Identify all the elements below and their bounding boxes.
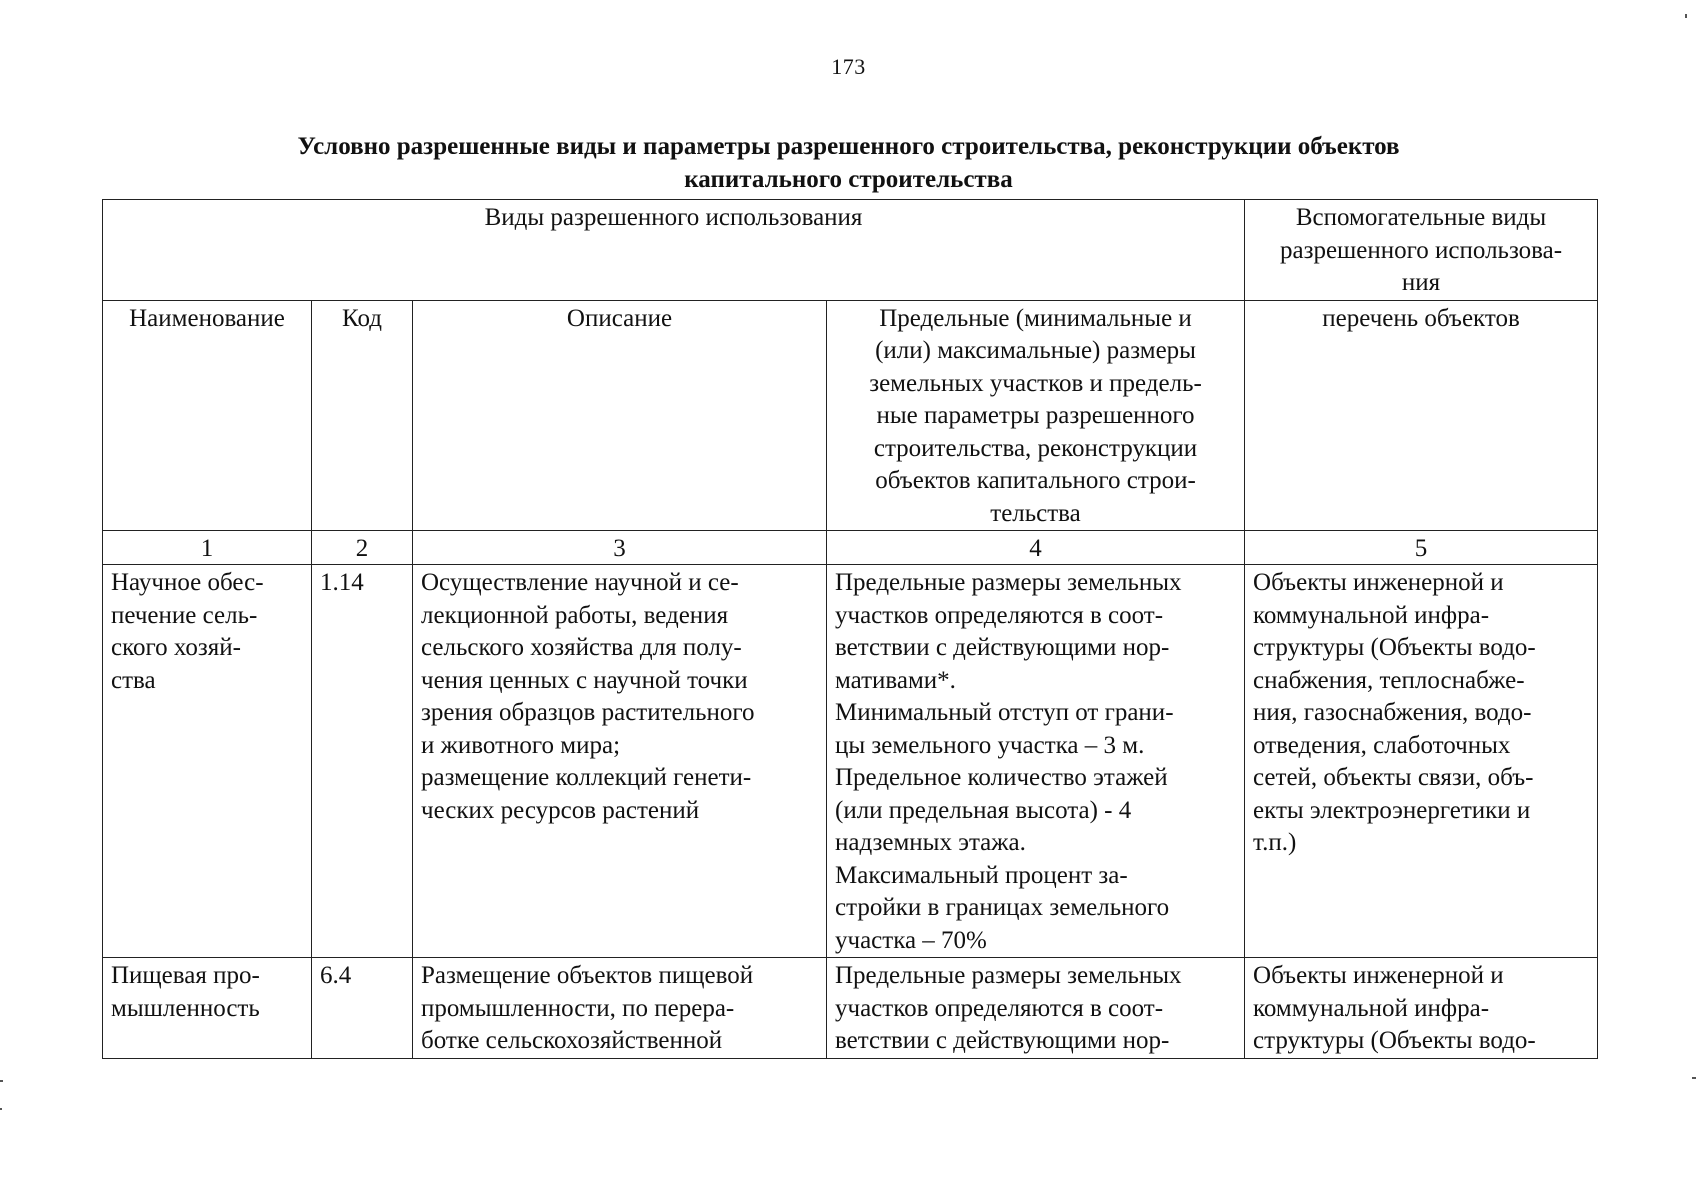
column-number: 2 bbox=[312, 531, 413, 565]
column-number: 5 bbox=[1245, 531, 1598, 565]
header-name: Наименование bbox=[103, 300, 312, 531]
header-limits: Предельные (минимальные и (или) максимальные) размеры земельных участков и предель- ные параметры разрешенного строительства, реконструкции объектов капитального строи- тельства bbox=[827, 300, 1245, 531]
row-limits: Предельные размеры земельных участков определяются в соот- ветствии с действующими нор- bbox=[827, 958, 1245, 1059]
header-permitted-use-types: Виды разрешенного использования bbox=[103, 200, 1245, 301]
scan-margin-mark bbox=[0, 1080, 3, 1082]
header-code: Код bbox=[312, 300, 413, 531]
document-title bbox=[0, 130, 1697, 196]
row-description: Размещение объектов пищевой промышленности, по перера- ботке сельскохозяйственной bbox=[413, 958, 827, 1059]
table-row bbox=[103, 958, 1598, 1059]
row-limits: Предельные размеры земельных участков определяются в соот- ветствии с действующими нор- мативами*. Минимальный отступ от грани- цы земельного участка – 3 м. Предельное количество этажей (или предельная высота) - 4 надземных этажа. Максимальный процент за- стройки в границах земельного участка – 70% bbox=[827, 565, 1245, 958]
header-objects-list: перечень объектов bbox=[1245, 300, 1598, 531]
row-description: Осуществление научной и се- лекционной работы, ведения сельского хозяйства для полу- чения ценных с научной точки зрения образцов растительного и животного мира; размещение коллекций генети- ческих ресурсов растений bbox=[413, 565, 827, 958]
column-number: 4 bbox=[827, 531, 1245, 565]
row-name: Пищевая про- мышленность bbox=[103, 958, 312, 1059]
row-objects: Объекты инженерной и коммунальной инфра- структуры (Объекты водо- bbox=[1245, 958, 1598, 1059]
column-number: 1 bbox=[103, 531, 312, 565]
scan-margin-mark bbox=[0, 1108, 2, 1110]
scan-margin-mark bbox=[1685, 14, 1687, 18]
document-title-line-2: капитального строительства bbox=[684, 166, 1013, 193]
group-header-row bbox=[103, 200, 1598, 301]
row-code: 6.4 bbox=[312, 958, 413, 1059]
column-number-row bbox=[103, 531, 1598, 565]
row-code: 1.14 bbox=[312, 565, 413, 958]
header-description: Описание bbox=[413, 300, 827, 531]
document-title-line-1: Условно разрешенные виды и параметры разрешенного строительства, реконструкции объектов bbox=[297, 133, 1400, 160]
row-objects: Объекты инженерной и коммунальной инфра- структуры (Объекты водо- снабжения, теплоснабже- ния, газоснабжения, водо- отведения, слаботочных сетей, объекты связи, объ- екты электроэнергетики и т.п.) bbox=[1245, 565, 1598, 958]
row-name: Научное обес- печение сель- ского хозяй- ства bbox=[103, 565, 312, 958]
header-auxiliary-use-types: Вспомогательные виды разрешенного использова- ния bbox=[1245, 200, 1598, 301]
scan-margin-mark bbox=[1692, 1077, 1696, 1079]
table-row bbox=[103, 565, 1598, 958]
column-number: 3 bbox=[413, 531, 827, 565]
page-number: 173 bbox=[831, 54, 866, 79]
permitted-use-table bbox=[102, 199, 1598, 1059]
column-header-row bbox=[103, 300, 1598, 531]
